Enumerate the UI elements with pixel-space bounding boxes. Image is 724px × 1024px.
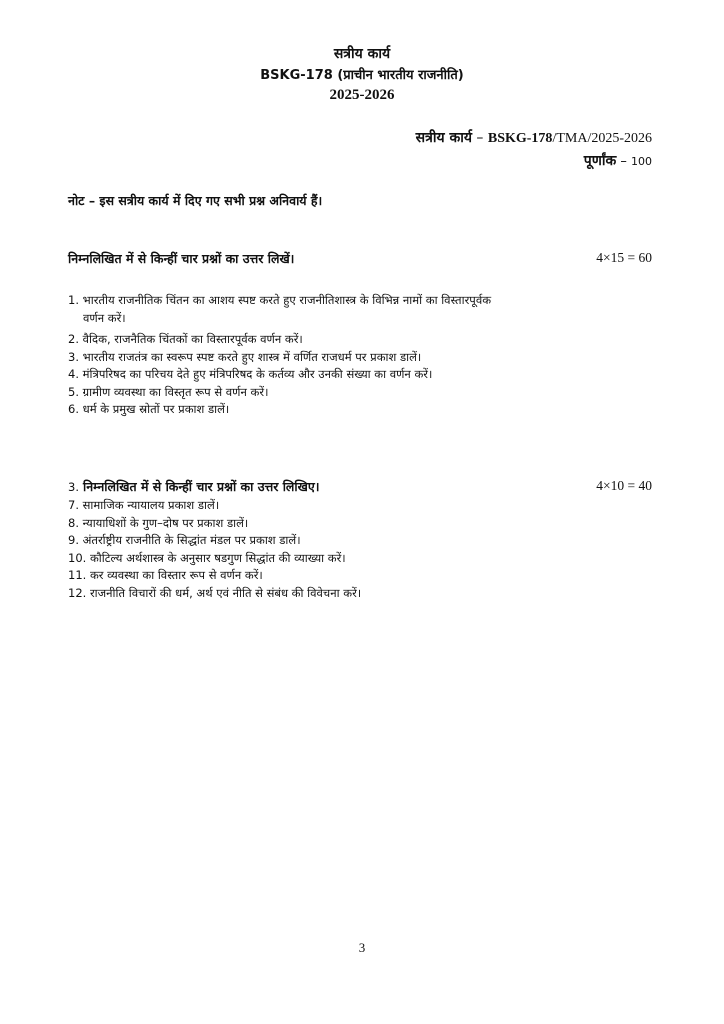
doc-title: सत्रीय कार्य [333, 46, 391, 62]
section-a-instruction: निम्नलिखित में से किन्हीं चार प्रश्नों का उत्तर लिखें। [68, 251, 295, 266]
question-number: 3. [68, 349, 79, 364]
question-text: वैदिक, राजनैतिक चिंतकों का विस्तारपूर्वक वर्णन करें। [82, 332, 303, 346]
question-text-continued: वर्णन करें। [83, 310, 126, 325]
question-number: 12. [68, 585, 87, 600]
question-item [68, 497, 654, 515]
section-b-marks: 4×10 = 40 [596, 478, 652, 493]
assignment-dash: – [476, 130, 484, 146]
question-number: 2. [68, 332, 79, 346]
question-number: 4. [68, 367, 79, 381]
question-text: सामाजिक न्यायालय प्रकाश डालें। [82, 498, 220, 512]
question-number: 8. [68, 515, 79, 530]
question-item [68, 384, 654, 402]
question-number: 10. [68, 550, 87, 565]
assignment-label: सत्रीय कार्य [415, 130, 472, 146]
section-b-prefix: 3. [68, 480, 79, 494]
question-item [68, 292, 654, 327]
question-item [68, 550, 654, 568]
question-item [68, 366, 654, 384]
question-text: राजनीति विचारों की धर्म, अर्थ एवं नीति से संबंध की विवेचना करें। [89, 585, 362, 600]
section-a-question-list [68, 292, 654, 419]
session-year: 2025-2026 [329, 87, 395, 103]
question-text: अंतर्राष्ट्रीय राजनीति के सिद्धांत मंडल पर प्रकाश डालें। [82, 533, 301, 547]
question-item [68, 532, 654, 550]
assignment-code: BSKG-178 [487, 131, 553, 146]
question-number: 1. [68, 293, 79, 307]
question-number: 11. [68, 568, 87, 582]
assignment-suffix: /TMA/2025-2026 [552, 131, 652, 146]
section-a-heading [68, 250, 652, 267]
section-b-instruction: निम्नलिखित में से किन्हीं चार प्रश्नों का उत्तर लिखिए। [82, 479, 320, 494]
question-text: भारतीय राजनीतिक चिंतन का आशय स्पष्ट करते हुए राजनीतिशास्त्र के विभिन्न नामों का विस्तारपूर्वक [82, 293, 492, 307]
question-item [68, 585, 654, 603]
question-text: न्यायाधिशों के गुण–दोष पर प्रकाश डालें। [82, 515, 249, 530]
section-b-question-list [68, 497, 654, 602]
question-item [68, 515, 654, 533]
question-text: धर्म के प्रमुख स्रोतों पर प्रकाश डालें। [82, 402, 230, 416]
question-item [68, 331, 654, 349]
question-number: 9. [68, 533, 79, 547]
course-line: BSKG-178 (प्राचीन भारतीय राजनीति) [260, 68, 464, 83]
question-item [68, 567, 654, 585]
question-number: 5. [68, 384, 79, 399]
question-number: 6. [68, 402, 79, 416]
question-number: 7. [68, 498, 79, 512]
max-marks-label: पूर्णांक [583, 153, 617, 169]
max-marks-value: 100 [631, 155, 652, 168]
max-marks [584, 151, 652, 170]
section-b-heading [68, 478, 652, 495]
question-item [68, 349, 654, 367]
question-text: कर व्यवस्था का विस्तार रूप से वर्णन करें। [89, 568, 263, 582]
max-marks-dash: – [620, 154, 627, 169]
page-number: 3 [358, 940, 366, 955]
question-text: कौटिल्य अर्थशास्त्र के अनुसार षडगुण सिद्धांत की व्याख्या करें। [89, 550, 346, 565]
question-text: ग्रामीण व्यवस्था का विस्तृत रूप से वर्णन करें। [82, 384, 269, 399]
instruction-note: नोट – इस सत्रीय कार्य में दिए गए सभी प्रश्न अनिवार्य हैं। [68, 193, 323, 208]
question-text: मंत्रिपरिषद का परिचय देते हुए मंत्रिपरिषद के कर्तव्य और उनकी संख्या का वर्णन करें। [82, 367, 433, 381]
assignment-reference [416, 128, 652, 147]
question-item [68, 401, 654, 419]
section-a-marks: 4×15 = 60 [596, 250, 652, 265]
question-text: भारतीय राजतंत्र का स्वरूप स्पष्ट करते हुए शास्त्र में वर्णित राजधर्म पर प्रकाश डालें। [82, 349, 422, 364]
